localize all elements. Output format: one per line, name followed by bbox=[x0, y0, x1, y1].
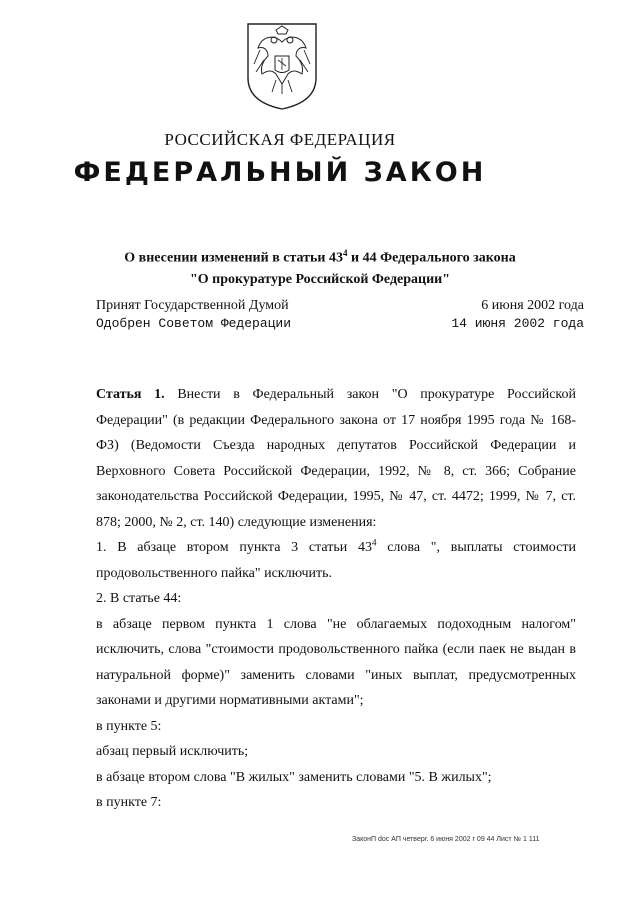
law-title-line1: О внесении изменений в статьи $43^4$ и 44 Федерального закона bbox=[124, 248, 516, 266]
article1-intro: Статья 1. Внести в Федеральный закон "О прокуратуре Российской Федерации" (в редакции Федерального закона от 17 ноября 1995 года № 168-ФЗ) (Ведомости Съезда народных депутатов Российской Федерации и Верховного Совета Российской Федерации, 1992, № 8, ст. 366; Собрание законодательства Российской Федерации, 1995, № 47, ст. 4472; 1999, № 7, ст. 878; 2000, № 2, ст. 140) следующие изменения: bbox=[96, 387, 576, 530]
duma-date: 6 июня 2002 года bbox=[481, 298, 584, 313]
article1-item2-para1: в абзаце первом пункта 1 слова "не облагаемых подоходным налогом" исключить, слова "стоимости продовольственного пайка (если паек не выдан в натуральной форме)" заменить словами "иных выплат, предусмотренных законами и другими нормативными актами"; bbox=[96, 616, 576, 708]
article1-item2-para4: в абзаце втором слова "В жилых" заменить словами "5. В жилых"; bbox=[96, 769, 492, 785]
law-title-line2: "О прокуратуре Российской Федерации" bbox=[189, 271, 451, 287]
council-label: Одобрен Советом Федерации bbox=[96, 316, 292, 331]
article-body bbox=[96, 382, 576, 816]
country-name: РОССИЙСКАЯ ФЕДЕРАЦИЯ bbox=[164, 130, 396, 149]
article1-item2: 2. В статье 44: bbox=[96, 591, 182, 606]
council-date: 14 июня 2002 года bbox=[451, 316, 584, 331]
article1-item1: 1. В абзаце втором пункта 3 статьи $43^4$ слова ", выплаты стоимости продовольственного пайка" исключить. bbox=[96, 537, 576, 581]
article1-heading: Статья 1. bbox=[96, 387, 165, 402]
duma-label: Принят Государственной Думой bbox=[96, 298, 289, 313]
file-footer: ЗаконП doc АП четверг. 6 июня 2002 г 09 44 Лист № 1 111 bbox=[352, 836, 540, 843]
article1-item2-para5: в пункте 7: bbox=[96, 795, 162, 810]
article1-item2-para3: абзац первый исключить; bbox=[96, 744, 249, 759]
coat-of-arms-emblem bbox=[244, 20, 320, 112]
law-title bbox=[40, 243, 600, 290]
law-type-heading: ФЕДЕРАЛЬНЫЙ ЗАКОН bbox=[73, 157, 487, 188]
article1-item2-para2: в пункте 5: bbox=[96, 718, 162, 734]
